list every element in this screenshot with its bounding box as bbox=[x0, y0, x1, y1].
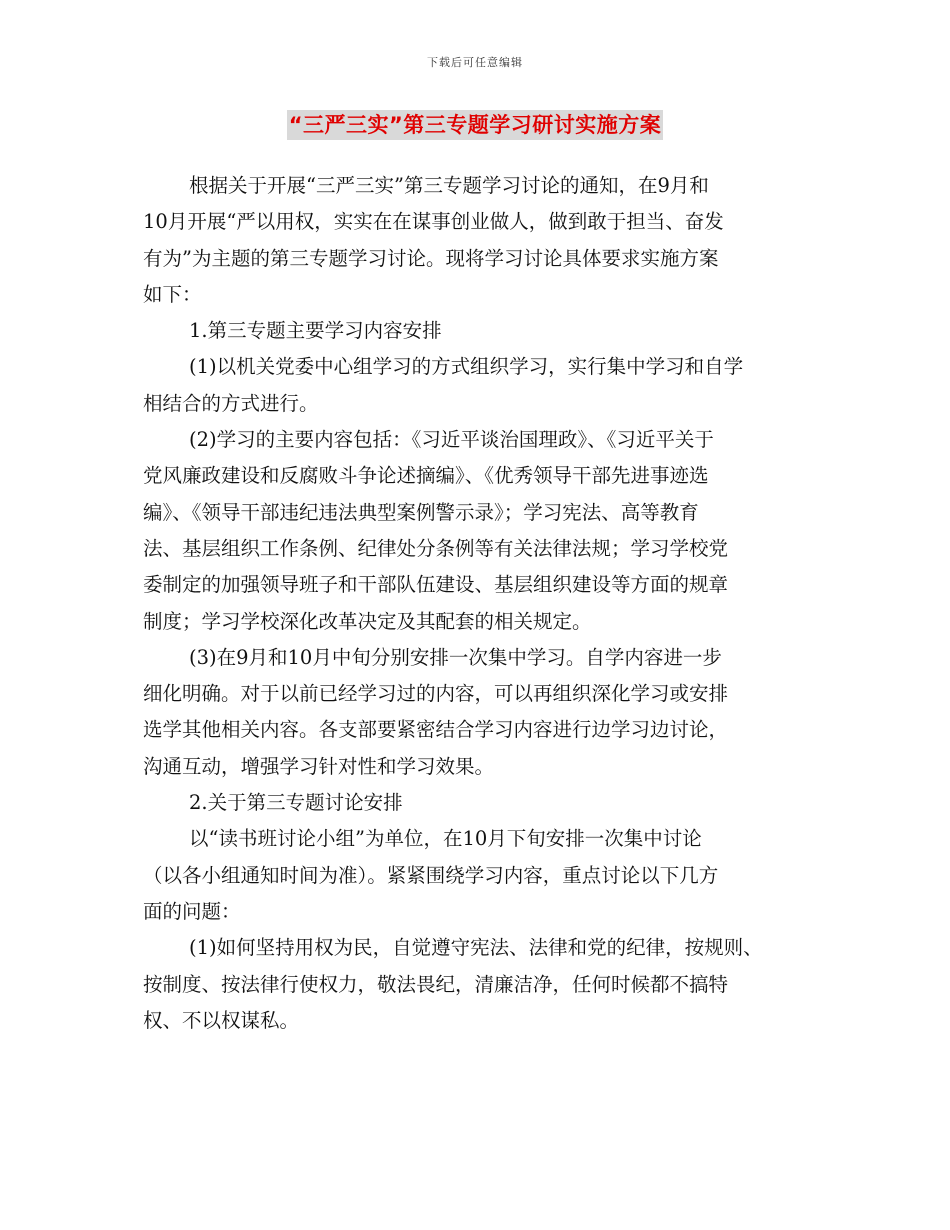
body-line: (1)以机关党委中心组学习的方式组织学习，实行集中学习和自学 bbox=[189, 355, 744, 379]
body-line: 按制度、按法律行使权力，敬法畏纪，清廉洁净，任何时候都不搞特 bbox=[143, 972, 729, 996]
body-line: 细化明确。对于以前已经学习过的内容，可以再组织深化学习或安排 bbox=[143, 682, 729, 706]
body-line: (2)学习的主要内容包括：《习近平谈治国理政》、《习近平关于 bbox=[189, 428, 714, 452]
body-line: 权、不以权谋私。 bbox=[143, 1008, 300, 1032]
body-line: 以“读书班讨论小组”为单位，在10月下旬安排一次集中讨论 bbox=[189, 827, 702, 851]
body-line: 沟通互动，增强学习针对性和学习效果。 bbox=[143, 754, 495, 778]
body-line: 委制定的加强领导班子和干部队伍建设、基层组织建设等方面的规章 bbox=[143, 573, 729, 597]
body-line: 面的问题： bbox=[143, 899, 241, 923]
body-line: 相结合的方式进行。 bbox=[143, 391, 319, 415]
body-line: 根据关于开展“三严三实”第三专题学习讨论的通知，在9月和 bbox=[189, 174, 709, 197]
body-line: 如下： bbox=[143, 282, 202, 306]
body-line: 选学其他相关内容。各支部要紧密结合学习内容进行边学习边讨论， bbox=[143, 718, 729, 742]
body-line: （以各小组通知时间为准）。紧紧围绕学习内容，重点讨论以下几方 bbox=[143, 863, 719, 887]
body-line: 编》、《领导干部违纪违法典型案例警示录》；学习宪法、高等教育 bbox=[143, 500, 699, 524]
header-note: 下载后可任意编辑 bbox=[427, 56, 523, 69]
body-line: 有为”为主题的第三专题学习讨论。现将学习讨论具体要求实施方案 bbox=[143, 246, 719, 270]
body-line: 制度；学习学校深化改革决定及其配套的相关规定。 bbox=[143, 609, 592, 633]
section-heading: 1.第三专题主要学习内容安排 bbox=[189, 319, 442, 343]
document-body bbox=[143, 168, 833, 1039]
body-line: (3)在9月和10月中旬分别安排一次集中学习。自学内容进一步 bbox=[189, 645, 722, 669]
title-container bbox=[0, 110, 950, 140]
body-line: 10月开展“严以用权，实实在在谋事创业做人，做到敢于担当、奋发 bbox=[143, 210, 724, 234]
section-heading: 2.关于第三专题讨论安排 bbox=[189, 791, 403, 815]
body-line: (1)如何坚持用权为民，自觉遵守宪法、法律和党的纪律，按规则、 bbox=[189, 936, 763, 960]
body-line: 法、基层组织工作条例、纪律处分条例等有关法律法规；学习学校党 bbox=[143, 536, 729, 560]
document-title: “三严三实”第三专题学习研讨实施方案 bbox=[287, 110, 664, 140]
body-line: 党风廉政建设和反腐败斗争论述摘编》、《优秀领导干部先进事迹选 bbox=[143, 464, 709, 488]
